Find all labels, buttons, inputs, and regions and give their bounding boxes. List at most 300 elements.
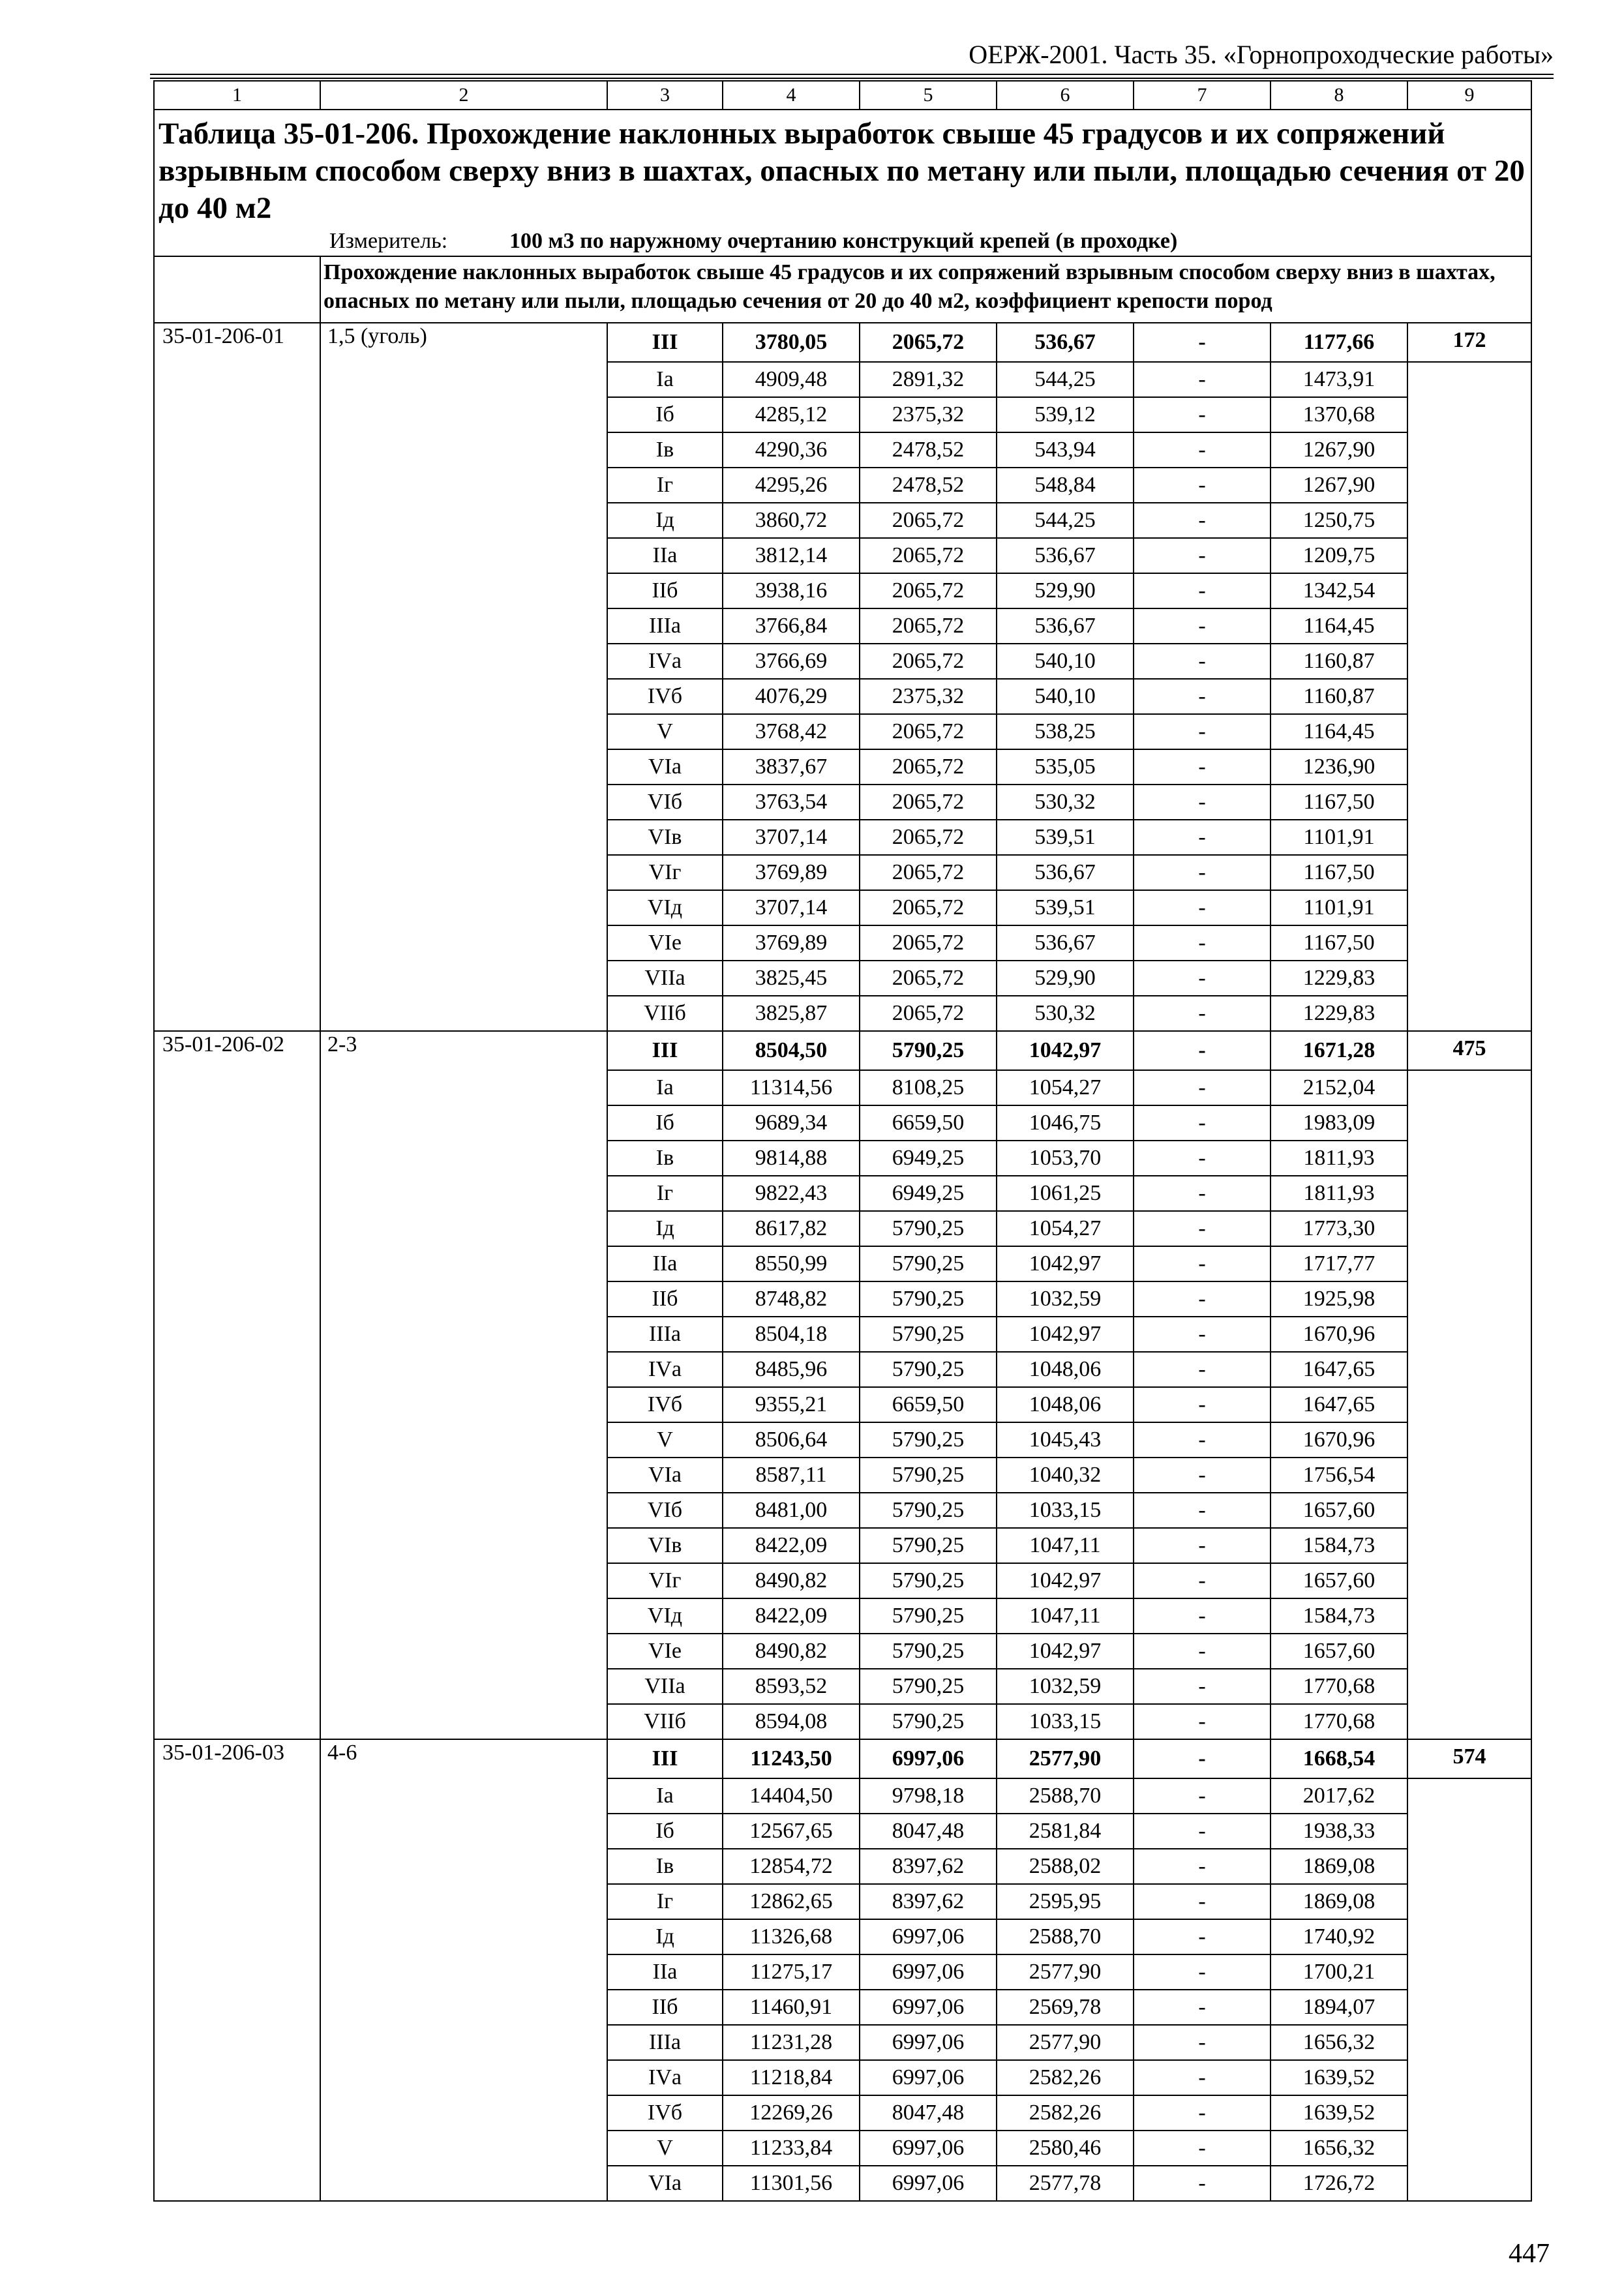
- support-type: VIе: [607, 925, 723, 961]
- wages: 2375,32: [860, 679, 997, 714]
- wages: 8397,62: [860, 1884, 997, 1919]
- empty-cell: [1407, 1563, 1531, 1598]
- direct-cost: 9814,88: [723, 1141, 860, 1176]
- wages: 6997,06: [860, 2025, 997, 2060]
- drivers-wages: -: [1134, 1458, 1271, 1493]
- support-type: VIв: [607, 1528, 723, 1563]
- empty-cell: [1407, 1281, 1531, 1317]
- wages: 5790,25: [860, 1634, 997, 1669]
- drivers-wages: -: [1134, 323, 1271, 362]
- empty-cell: [1407, 468, 1531, 503]
- direct-cost: 11233,84: [723, 2131, 860, 2166]
- direct-cost: 8506,64: [723, 1422, 860, 1458]
- direct-cost: 8593,52: [723, 1669, 860, 1704]
- machine-cost: 1053,70: [997, 1141, 1134, 1176]
- wages: 5790,25: [860, 1493, 997, 1528]
- machine-cost: 2588,70: [997, 1919, 1134, 1954]
- direct-cost: 4285,12: [723, 397, 860, 432]
- drivers-wages: -: [1134, 820, 1271, 855]
- empty-cell: [1407, 996, 1531, 1031]
- drivers-wages: -: [1134, 2166, 1271, 2201]
- labor-norm: 475: [1407, 1031, 1531, 1070]
- wages: 2065,72: [860, 961, 997, 996]
- support-type: VIб: [607, 785, 723, 820]
- support-type: Iг: [607, 1176, 723, 1211]
- empty-cell: [1407, 397, 1531, 432]
- empty-cell: [1407, 1211, 1531, 1246]
- direct-cost: 3769,89: [723, 925, 860, 961]
- support-type: IIIа: [607, 2025, 723, 2060]
- wages: 6997,06: [860, 2131, 997, 2166]
- direct-cost: 3825,87: [723, 996, 860, 1031]
- direct-cost: 8490,82: [723, 1563, 860, 1598]
- drivers-wages: -: [1134, 1849, 1271, 1884]
- materials: 1657,60: [1271, 1563, 1407, 1598]
- direct-cost: 11314,56: [723, 1070, 860, 1105]
- empty-cell: [1407, 1634, 1531, 1669]
- support-type: III: [607, 1739, 723, 1778]
- materials: 1670,96: [1271, 1317, 1407, 1352]
- drivers-wages: -: [1134, 608, 1271, 644]
- materials: 1584,73: [1271, 1528, 1407, 1563]
- direct-cost: 12269,26: [723, 2095, 860, 2131]
- materials: 1370,68: [1271, 397, 1407, 432]
- rates-table: [153, 80, 1532, 2202]
- wages: 2065,72: [860, 538, 997, 573]
- wages: 6997,06: [860, 2060, 997, 2095]
- machine-cost: 2582,26: [997, 2060, 1134, 2095]
- empty-cell: [1407, 961, 1531, 996]
- rock-strength: 2-3: [320, 1031, 607, 1739]
- drivers-wages: -: [1134, 644, 1271, 679]
- drivers-wages: -: [1134, 1176, 1271, 1211]
- wages: 8047,48: [860, 2095, 997, 2131]
- measure-line: [158, 227, 1527, 256]
- drivers-wages: -: [1134, 1704, 1271, 1739]
- drivers-wages: -: [1134, 925, 1271, 961]
- empty-cell: [1407, 1849, 1531, 1884]
- direct-cost: 9822,43: [723, 1176, 860, 1211]
- machine-cost: 2582,26: [997, 2095, 1134, 2131]
- drivers-wages: -: [1134, 1669, 1271, 1704]
- column-number: 6: [997, 81, 1134, 110]
- labor-norm: 172: [1407, 323, 1531, 362]
- materials: 1584,73: [1271, 1598, 1407, 1634]
- wages: 6659,50: [860, 1105, 997, 1141]
- support-type: IIа: [607, 538, 723, 573]
- direct-cost: 11218,84: [723, 2060, 860, 2095]
- wages: 5790,25: [860, 1031, 997, 1070]
- wages: 2065,72: [860, 503, 997, 538]
- direct-cost: 8422,09: [723, 1528, 860, 1563]
- materials: 1700,21: [1271, 1954, 1407, 1990]
- support-type: VIIб: [607, 996, 723, 1031]
- machine-cost: 1033,15: [997, 1493, 1134, 1528]
- machine-cost: 2577,90: [997, 1739, 1134, 1778]
- wages: 2065,72: [860, 996, 997, 1031]
- direct-cost: 8587,11: [723, 1458, 860, 1493]
- materials: 1938,33: [1271, 1814, 1407, 1849]
- drivers-wages: -: [1134, 714, 1271, 749]
- drivers-wages: -: [1134, 961, 1271, 996]
- machine-cost: 538,25: [997, 714, 1134, 749]
- empty-cell: [1407, 855, 1531, 890]
- empty-cell: [1407, 1884, 1531, 1919]
- support-type: VIа: [607, 2166, 723, 2201]
- wages: 5790,25: [860, 1528, 997, 1563]
- empty-cell: [1407, 1246, 1531, 1281]
- machine-cost: 1042,97: [997, 1563, 1134, 1598]
- empty-cell: [1407, 1528, 1531, 1563]
- wages: 2065,72: [860, 714, 997, 749]
- support-type: VIе: [607, 1634, 723, 1669]
- materials: 2017,62: [1271, 1778, 1407, 1814]
- drivers-wages: -: [1134, 1814, 1271, 1849]
- section-code-cell: [154, 256, 320, 323]
- materials: 1869,08: [1271, 1849, 1407, 1884]
- drivers-wages: -: [1134, 1954, 1271, 1990]
- direct-cost: 8550,99: [723, 1246, 860, 1281]
- direct-cost: 11243,50: [723, 1739, 860, 1778]
- drivers-wages: -: [1134, 573, 1271, 608]
- materials: 1639,52: [1271, 2060, 1407, 2095]
- title-cell: [154, 110, 1531, 256]
- drivers-wages: -: [1134, 1563, 1271, 1598]
- drivers-wages: -: [1134, 1598, 1271, 1634]
- wages: 5790,25: [860, 1246, 997, 1281]
- direct-cost: 3837,67: [723, 749, 860, 785]
- drivers-wages: -: [1134, 1884, 1271, 1919]
- materials: 1770,68: [1271, 1669, 1407, 1704]
- support-type: Iв: [607, 1141, 723, 1176]
- machine-cost: 2569,78: [997, 1990, 1134, 2025]
- direct-cost: 8617,82: [723, 1211, 860, 1246]
- direct-cost: 9355,21: [723, 1387, 860, 1422]
- materials: 1236,90: [1271, 749, 1407, 785]
- empty-cell: [1407, 1669, 1531, 1704]
- empty-cell: [1407, 679, 1531, 714]
- empty-cell: [1407, 432, 1531, 468]
- empty-cell: [1407, 1598, 1531, 1634]
- machine-cost: 2580,46: [997, 2131, 1134, 2166]
- table-body: [154, 81, 1531, 2201]
- materials: 1773,30: [1271, 1211, 1407, 1246]
- machine-cost: 529,90: [997, 961, 1134, 996]
- direct-cost: 3768,42: [723, 714, 860, 749]
- direct-cost: 4290,36: [723, 432, 860, 468]
- direct-cost: 3769,89: [723, 855, 860, 890]
- materials: 1229,83: [1271, 961, 1407, 996]
- direct-cost: 4909,48: [723, 362, 860, 397]
- support-type: III: [607, 1031, 723, 1070]
- machine-cost: 536,67: [997, 925, 1134, 961]
- machine-cost: 1054,27: [997, 1211, 1134, 1246]
- materials: 1267,90: [1271, 432, 1407, 468]
- support-type: IIа: [607, 1246, 723, 1281]
- rate-code: 35-01-206-01: [154, 323, 320, 1031]
- machine-cost: 1032,59: [997, 1669, 1134, 1704]
- drivers-wages: -: [1134, 503, 1271, 538]
- measure-label: Измеритель:: [329, 229, 448, 253]
- drivers-wages: -: [1134, 1141, 1271, 1176]
- support-type: VIд: [607, 890, 723, 925]
- wages: 2375,32: [860, 397, 997, 432]
- support-type: Iа: [607, 362, 723, 397]
- machine-cost: 1042,97: [997, 1317, 1134, 1352]
- materials: 1647,65: [1271, 1387, 1407, 1422]
- support-type: Iг: [607, 1884, 723, 1919]
- machine-cost: 539,51: [997, 820, 1134, 855]
- wages: 6997,06: [860, 1990, 997, 2025]
- wages: 2891,32: [860, 362, 997, 397]
- wages: 2065,72: [860, 644, 997, 679]
- materials: 1657,60: [1271, 1634, 1407, 1669]
- empty-cell: [1407, 573, 1531, 608]
- direct-cost: 4295,26: [723, 468, 860, 503]
- support-type: VIд: [607, 1598, 723, 1634]
- machine-cost: 1042,97: [997, 1031, 1134, 1070]
- wages: 2065,72: [860, 855, 997, 890]
- rock-strength: 1,5 (уголь): [320, 323, 607, 1031]
- wages: 2065,72: [860, 925, 997, 961]
- wages: 2065,72: [860, 785, 997, 820]
- direct-cost: 9689,34: [723, 1105, 860, 1141]
- machine-cost: 1033,15: [997, 1704, 1134, 1739]
- machine-cost: 1045,43: [997, 1422, 1134, 1458]
- empty-cell: [1407, 1387, 1531, 1422]
- empty-cell: [1407, 2131, 1531, 2166]
- machine-cost: 2577,90: [997, 1954, 1134, 1990]
- machine-cost: 1054,27: [997, 1070, 1134, 1105]
- empty-cell: [1407, 820, 1531, 855]
- rock-strength: 4-6: [320, 1739, 607, 2201]
- empty-cell: [1407, 2095, 1531, 2131]
- machine-cost: 1042,97: [997, 1246, 1134, 1281]
- direct-cost: 3938,16: [723, 573, 860, 608]
- machine-cost: 2577,90: [997, 2025, 1134, 2060]
- machine-cost: 539,12: [997, 397, 1134, 432]
- machine-cost: 1061,25: [997, 1176, 1134, 1211]
- support-type: VIа: [607, 749, 723, 785]
- materials: 1167,50: [1271, 925, 1407, 961]
- support-type: VIIа: [607, 1669, 723, 1704]
- support-type: IIб: [607, 573, 723, 608]
- support-type: IIа: [607, 1954, 723, 1990]
- materials: 1101,91: [1271, 890, 1407, 925]
- empty-cell: [1407, 1141, 1531, 1176]
- drivers-wages: -: [1134, 1919, 1271, 1954]
- support-type: Iв: [607, 1849, 723, 1884]
- support-type: IVа: [607, 2060, 723, 2095]
- wages: 5790,25: [860, 1704, 997, 1739]
- materials: 1342,54: [1271, 573, 1407, 608]
- direct-cost: 12854,72: [723, 1849, 860, 1884]
- drivers-wages: -: [1134, 2060, 1271, 2095]
- empty-cell: [1407, 1493, 1531, 1528]
- direct-cost: 11301,56: [723, 2166, 860, 2201]
- machine-cost: 530,32: [997, 996, 1134, 1031]
- drivers-wages: -: [1134, 1031, 1271, 1070]
- direct-cost: 12567,65: [723, 1814, 860, 1849]
- wages: 9798,18: [860, 1778, 997, 1814]
- direct-cost: 3766,69: [723, 644, 860, 679]
- empty-cell: [1407, 2060, 1531, 2095]
- materials: 1671,28: [1271, 1031, 1407, 1070]
- support-type: Iа: [607, 1070, 723, 1105]
- materials: 1167,50: [1271, 785, 1407, 820]
- drivers-wages: -: [1134, 1739, 1271, 1778]
- direct-cost: 4076,29: [723, 679, 860, 714]
- materials: 1101,91: [1271, 820, 1407, 855]
- machine-cost: 536,67: [997, 855, 1134, 890]
- direct-cost: 8490,82: [723, 1634, 860, 1669]
- direct-cost: 3707,14: [723, 890, 860, 925]
- direct-cost: 8485,96: [723, 1352, 860, 1387]
- materials: 1167,50: [1271, 855, 1407, 890]
- machine-cost: 529,90: [997, 573, 1134, 608]
- empty-cell: [1407, 785, 1531, 820]
- empty-cell: [1407, 890, 1531, 925]
- support-type: Iа: [607, 1778, 723, 1814]
- direct-cost: 3763,54: [723, 785, 860, 820]
- drivers-wages: -: [1134, 855, 1271, 890]
- column-number: 4: [723, 81, 860, 110]
- materials: 1869,08: [1271, 1884, 1407, 1919]
- empty-cell: [1407, 1105, 1531, 1141]
- support-type: Iб: [607, 1814, 723, 1849]
- materials: 1925,98: [1271, 1281, 1407, 1317]
- drivers-wages: -: [1134, 679, 1271, 714]
- wages: 2065,72: [860, 749, 997, 785]
- materials: 1894,07: [1271, 1990, 1407, 2025]
- direct-cost: 3766,84: [723, 608, 860, 644]
- direct-cost: 3825,45: [723, 961, 860, 996]
- support-type: VIб: [607, 1493, 723, 1528]
- section-row: [154, 256, 1531, 323]
- machine-cost: 1048,06: [997, 1387, 1134, 1422]
- empty-cell: [1407, 1317, 1531, 1352]
- support-type: III: [607, 323, 723, 362]
- empty-cell: [1407, 1422, 1531, 1458]
- machine-cost: 544,25: [997, 362, 1134, 397]
- machine-cost: 2588,70: [997, 1778, 1134, 1814]
- materials: 1726,72: [1271, 2166, 1407, 2201]
- drivers-wages: -: [1134, 1246, 1271, 1281]
- wages: 6997,06: [860, 2166, 997, 2201]
- support-type: VIв: [607, 820, 723, 855]
- machine-cost: 540,10: [997, 679, 1134, 714]
- wages: 2065,72: [860, 820, 997, 855]
- machine-cost: 1047,11: [997, 1528, 1134, 1563]
- machine-cost: 539,51: [997, 890, 1134, 925]
- machine-cost: 544,25: [997, 503, 1134, 538]
- machine-cost: 1032,59: [997, 1281, 1134, 1317]
- materials: 1647,65: [1271, 1352, 1407, 1387]
- support-type: Iг: [607, 468, 723, 503]
- machine-cost: 2581,84: [997, 1814, 1134, 1849]
- rate-code: 35-01-206-03: [154, 1739, 320, 2201]
- drivers-wages: -: [1134, 1778, 1271, 1814]
- wages: 6949,25: [860, 1141, 997, 1176]
- empty-cell: [1407, 1070, 1531, 1105]
- support-type: IIIа: [607, 1317, 723, 1352]
- support-type: IVа: [607, 644, 723, 679]
- materials: 1639,52: [1271, 2095, 1407, 2131]
- drivers-wages: -: [1134, 1211, 1271, 1246]
- materials: 1740,92: [1271, 1919, 1407, 1954]
- empty-cell: [1407, 1176, 1531, 1211]
- drivers-wages: -: [1134, 1387, 1271, 1422]
- materials: 1164,45: [1271, 714, 1407, 749]
- drivers-wages: -: [1134, 1352, 1271, 1387]
- machine-cost: 1047,11: [997, 1598, 1134, 1634]
- direct-cost: 3812,14: [723, 538, 860, 573]
- direct-cost: 8481,00: [723, 1493, 860, 1528]
- direct-cost: 8594,08: [723, 1704, 860, 1739]
- header-rule: [150, 74, 1554, 75]
- wages: 8397,62: [860, 1849, 997, 1884]
- wages: 2478,52: [860, 468, 997, 503]
- empty-cell: [1407, 362, 1531, 397]
- column-number: 7: [1134, 81, 1271, 110]
- wages: 6997,06: [860, 1739, 997, 1778]
- support-type: Iб: [607, 397, 723, 432]
- materials: 1267,90: [1271, 468, 1407, 503]
- empty-cell: [1407, 608, 1531, 644]
- drivers-wages: -: [1134, 996, 1271, 1031]
- support-type: Iв: [607, 432, 723, 468]
- empty-cell: [1407, 925, 1531, 961]
- support-type: Iб: [607, 1105, 723, 1141]
- support-type: Iд: [607, 1211, 723, 1246]
- wages: 5790,25: [860, 1352, 997, 1387]
- section-title: Прохождение наклонных выработок свыше 45 градусов и их сопряжений взрывным способом сверху вниз в шахтах, опасных по метану или пыли, площадью сечения от 20 до 40 м2, коэффициент крепости пород: [320, 256, 1531, 323]
- table-title: Таблица 35-01-206. Прохождение наклонных выработок свыше 45 градусов и их сопряжений взрывным способом сверху вниз в шахтах, опасных по метану или пыли, площадью сечения от 20 до 40 м2: [158, 117, 1525, 225]
- drivers-wages: -: [1134, 1281, 1271, 1317]
- drivers-wages: -: [1134, 2025, 1271, 2060]
- machine-cost: 530,32: [997, 785, 1134, 820]
- wages: 5790,25: [860, 1211, 997, 1246]
- wages: 5790,25: [860, 1563, 997, 1598]
- materials: 1209,75: [1271, 538, 1407, 573]
- materials: 1250,75: [1271, 503, 1407, 538]
- wages: 6949,25: [860, 1176, 997, 1211]
- empty-cell: [1407, 2025, 1531, 2060]
- wages: 2065,72: [860, 890, 997, 925]
- wages: 2065,72: [860, 573, 997, 608]
- materials: 1164,45: [1271, 608, 1407, 644]
- materials: 1656,32: [1271, 2025, 1407, 2060]
- support-type: VIа: [607, 1458, 723, 1493]
- wages: 6659,50: [860, 1387, 997, 1422]
- support-type: VIг: [607, 855, 723, 890]
- table-row: [154, 1031, 1531, 1070]
- support-type: Iд: [607, 1919, 723, 1954]
- direct-cost: 11275,17: [723, 1954, 860, 1990]
- drivers-wages: -: [1134, 1105, 1271, 1141]
- column-number: 5: [860, 81, 997, 110]
- drivers-wages: -: [1134, 1070, 1271, 1105]
- drivers-wages: -: [1134, 749, 1271, 785]
- materials: 1717,77: [1271, 1246, 1407, 1281]
- direct-cost: 3860,72: [723, 503, 860, 538]
- support-type: Iд: [607, 503, 723, 538]
- empty-cell: [1407, 749, 1531, 785]
- wages: 8108,25: [860, 1070, 997, 1105]
- support-type: V: [607, 1422, 723, 1458]
- support-type: IIб: [607, 1990, 723, 2025]
- machine-cost: 535,05: [997, 749, 1134, 785]
